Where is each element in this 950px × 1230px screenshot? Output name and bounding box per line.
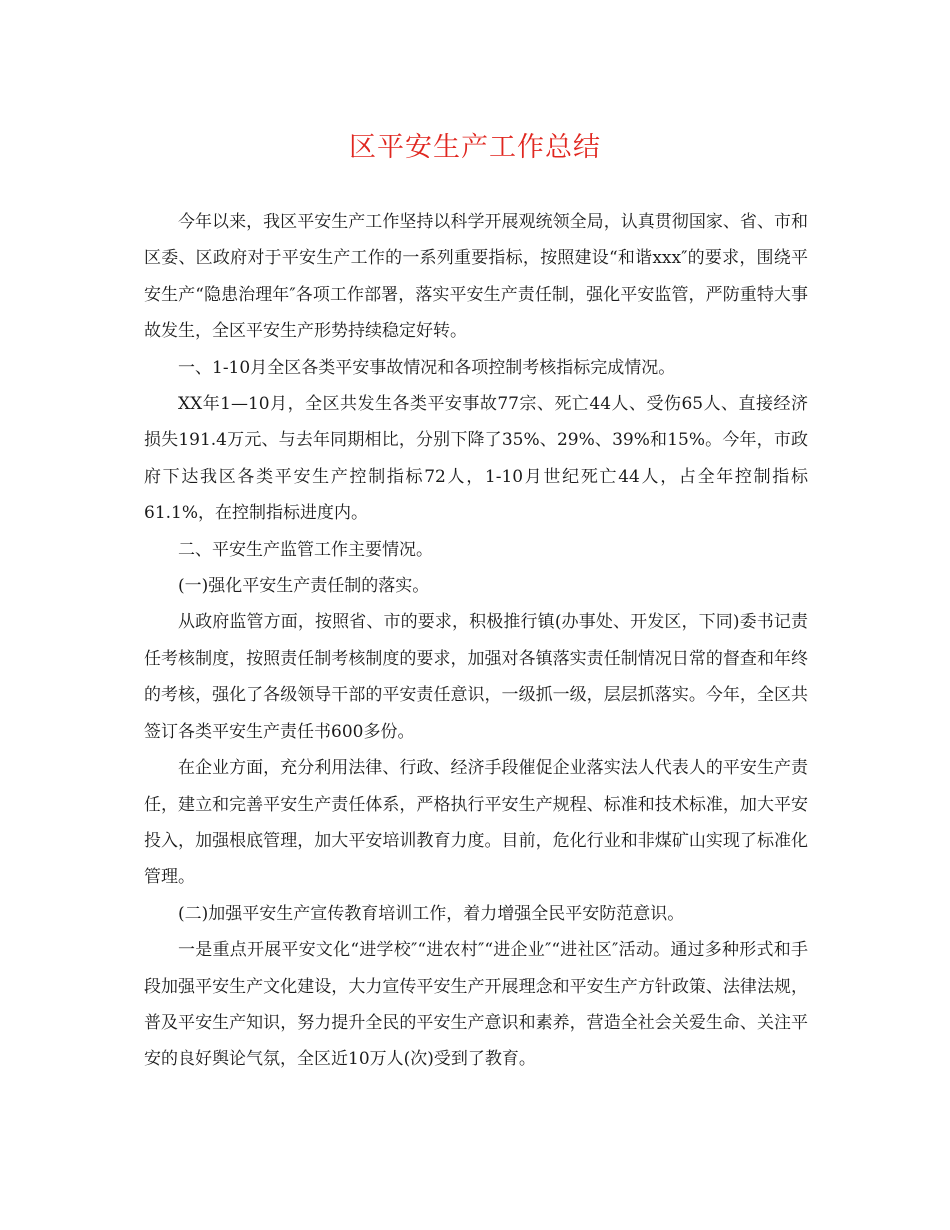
paragraph-intro: 今年以来，我区平安生产工作坚持以科学开展观统领全局，认真贯彻国家、省、市和区委、区政府对于平安生产工作的一系列重要指标，按照建设“和谐xxx″的要求，围绕平安生产“隐患治理年″各项工作部署，落实平安生产责任制，强化平安监管，严防重特大事故发生，全区平安生产形势持续稳定好转。	[144, 212, 808, 342]
paragraph-enterprise: 在企业方面，充分利用法律、行政、经济手段催促企业落实法人代表人的平安生产责任，建立和完善平安生产责任体系，严格执行平安生产规程、标准和技术标准，加大平安投入，加强根底管理，加大平安培训教育力度。目前，危化行业和非煤矿山实现了标准化管理。	[144, 758, 808, 888]
subheading-education: (二)加强平安生产宣传教育培训工作，着力增强全民平安防范意识。	[178, 903, 685, 924]
heading-section-2: 二、平安生产监管工作主要情况。	[178, 539, 433, 560]
heading-section-1: 一、1-10月全区各类平安事故情况和各项控制考核指标完成情况。	[178, 357, 676, 378]
paragraph-accident-stats: XX年1—10月，全区共发生各类平安事故77宗、死亡44人、受伤65人、直接经济损失191.4万元、与去年同期相比，分别下降了35%、29%、39%和15%。今年，市政府下达我区各类平安生产控制指标72人，1-10月世纪死亡44人，占全年控制指标61.1%，在控制指标进度内。	[144, 394, 808, 524]
subheading-responsibility: (一)强化平安生产责任制的落实。	[178, 576, 430, 597]
document-body	[144, 204, 808, 1078]
paragraph-safety-culture: 一是重点开展平安文化“进学校″“进农村″“进企业″“进社区″活动。通过多种形式和手段加强平安生产文化建设，大力宣传平安生产开展理念和平安生产方针政策、法律法规，普及平安生产知识，努力提升全民的平安生产意识和素养，营造全社会关爱生命、关注平安的良好舆论气氛，全区近10万人(次)受到了教育。	[144, 940, 808, 1070]
document-title: 区平安生产工作总结	[349, 132, 601, 163]
paragraph-government-supervision: 从政府监管方面，按照省、市的要求，积极推行镇(办事处、开发区，下同)委书记责任考核制度，按照责任制考核制度的要求，加强对各镇落实责任制情况日常的督查和年终的考核，强化了各级领导干部的平安责任意识，一级抓一级，层层抓落实。今年，全区共签订各类平安生产责任书600多份。	[144, 612, 808, 742]
